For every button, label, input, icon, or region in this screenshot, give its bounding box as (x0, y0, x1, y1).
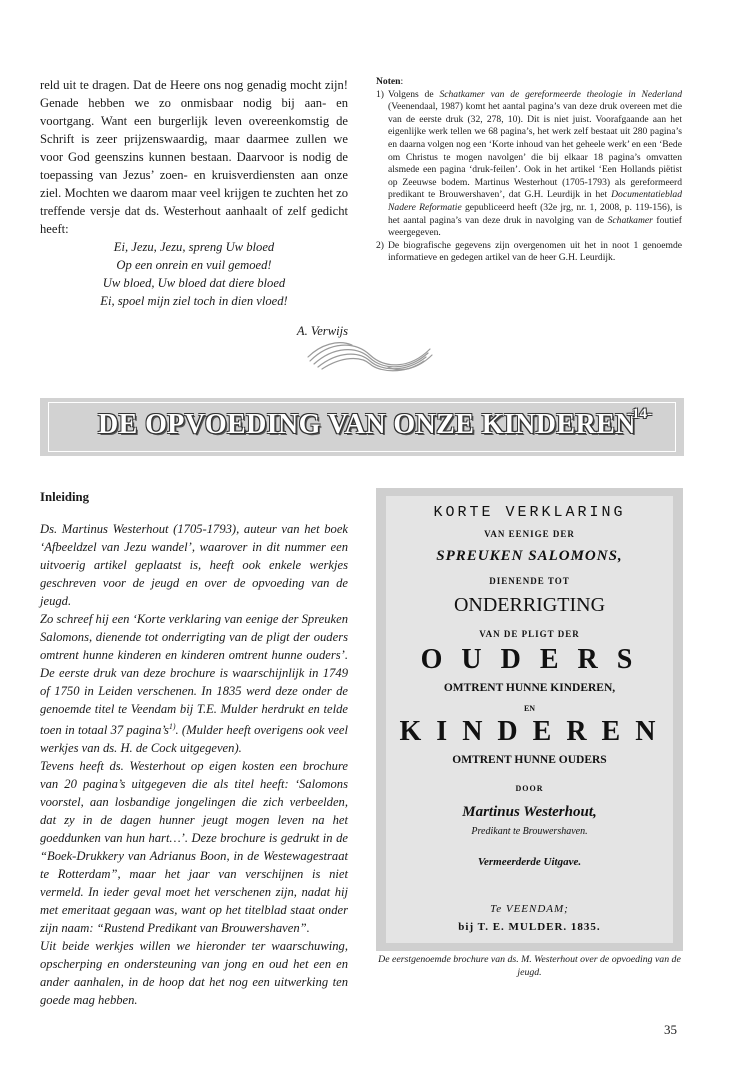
closing-paragraph: reld uit te dragen. Dat de Heere ons nog genadig mocht zijn! Genade hebben we zo onmisbaar nodig bij aan- en voortgang. Want een burgerlijk leven overeenkomstig de Schrift is zeer prijzenswaardig, maar daarmee zullen we voor God geenszins kunnen bestaan. Daarvoor is nodig de toepassing van Jezus’ zoen- en kruisverdiensten aan onze ziel. Mochten we daarom maar veel krijgen te zuchten het zo treffende versje dat ds. Westerhout aanhaalt of zelf gedicht heeft: (40, 78, 348, 236)
note-text-part: Volgens de (388, 88, 440, 100)
inleiding-paragraph-tail: . (Mulder heeft overigens ook veel werkjes van ds. H. de Cock uitgegeven). (40, 723, 349, 756)
poem-line: Op een onrein en vuil gemoed! (116, 258, 272, 272)
facsimile-line: DIENENDE TOT (489, 576, 570, 586)
note-1 (376, 89, 682, 240)
inleiding-heading: Inleiding (40, 490, 90, 504)
facsimile-caption: De eerstgenoemde brochure van ds. M. Westerhout over de opvoeding van de jeugd. (378, 954, 681, 978)
inleiding-paragraph (40, 610, 348, 757)
author-signature: A. Verwijs (296, 324, 348, 338)
inleiding-paragraph: Tevens heeft ds. Westerhout op eigen kosten een brochure van 20 pagina’s uitgegeven die als titel heeft: ‘Salomons voorstel, aan losbandige jongelingen die zich verbeelden, dat zy in de dagen hunner jeugt mogen leven na het goeddunken van hun hart…’. Deze brochure is gedrukt in de “Boek-Drukkery van Adrianus Boon, in de Westewagestraat te Rotterdam”, maar het jaar van verschijnen is niet vermeld. In ieder geval moet het verschenen zijn, nadat hij met emeritaat gegaan was, want op het titelblad staat onder zijn naam: “Rustend Predikant van Brouwershaven”. (40, 759, 348, 936)
poem (40, 238, 348, 310)
note-text-part: foutief weergegeven. (388, 214, 682, 239)
facsimile-line: bij T. E. MULDER. 1835. (458, 921, 601, 933)
notes-column: Noten: 1) Volgens de Schatkamer van de gereformeerde theologie in Nederland (Veenendaal, 1987) komt het aantal pagina’s van deze druk overeen met die van de eerste druk (32, 278, 10). Dit is niet juist. Voorafgaande aan het eigenlijke werk tellen we 68 pagina’s, het werk zelf bestaat uit 280 pagina’s en daarna volgen nog een ‘Korte inhoud van het geheele werk’ en een ‘Bede om Christus te mogen navolgen’ die bij elkaar 18 pagina’s omvatten alsmede een pagina ‘druk-feilen’. Ook in het artikel ‘Een Hollands piëtist op Zeeuwse bodem. Martinus Westerhout (1705-1793) als gereformeerd predikant te Brouwershaven’, dat G.H. Leurdijk in het Documentatieblad Nadere Reformatie gepubliceerd heeft (32e jrg, nr. 1, 2008, p. 119-156), is het aantal pagina’s van deze druk in navolging van de Schatkamer foutief weergegeven. 2) De biografische gegevens zijn overgenomen uit het in noot 1 genoemde informatieve en gedegen artikel van de heer G.H. Leurdijk. (376, 76, 683, 264)
facsimile-line: Martinus Westerhout, (462, 804, 597, 820)
facsimile-line: Vermeerderde Uitgave. (477, 856, 582, 868)
facsimile-line: ONDERRIGTING (453, 594, 606, 616)
note-text-part: gepubliceerd heeft (32e jrg, nr. 1, 2008, p. 119-156), is het aantal pagina’s van deze druk in navolging van de (388, 201, 682, 226)
facsimile-line: KORTE VERKLARING (433, 504, 626, 521)
facsimile-title-page (386, 496, 673, 943)
note-2 (376, 240, 682, 265)
note-number: 1) (376, 88, 384, 100)
poem-line: Uw bloed, Uw bloed dat diere bloed (102, 276, 286, 290)
inleiding-paragraph-text: Zo schreef hij een ‘Korte verklaring van eenige der Spreuken Salomons, dienende tot onderrigting van de pligt der ouders omtrent hunne kinderen en kinderen omtrent hunne ouders’. De eerste druk van deze brochure is waarschijnlijk in 1749 of 1750 in Leiden verschenen. In 1835 werd deze onder de genoemde titel te Veendam bij T.E. Mulder herdrukt en telde toen in totaal 37 pagina’s (40, 612, 348, 738)
flourish-ornament-icon (300, 333, 440, 379)
inleiding-paragraph: Ds. Martinus Westerhout (1705-1793), auteur van het boek ‘Afbeeldzel van Jezu wandel’, waarover in dit nummer een uitvoerig artikel geplaatst is, heeft ook enkele werkjes geschreven voor de jeugd en over de opvoeding van de jeugd. (40, 522, 348, 608)
facsimile-line: DOOR (515, 784, 544, 793)
facsimile-line: SPREUKEN SALOMONS, (436, 548, 623, 564)
page-number: 35 (664, 1022, 677, 1037)
top-left-column (40, 76, 348, 340)
facsimile-image (376, 488, 683, 951)
note-text-italic: Documentatieblad Nadere Reformatie (388, 189, 682, 213)
footnote-ref: 1) (168, 722, 176, 731)
facsimile-line: Predikant te Brouwershaven. (471, 826, 588, 837)
facsimile-line: O U D E R S (420, 644, 639, 675)
notes-title: Noten (376, 76, 401, 87)
poem-line: Ei, Jezu, Jezu, spreng Uw bloed (113, 240, 275, 254)
facsimile-line: VAN EENIGE DER (484, 529, 575, 539)
note-number: 2) (376, 239, 384, 251)
facsimile-line: VAN DE PLIGT DER (479, 629, 580, 639)
section-title: DE OPVOEDING VAN ONZE KINDEREN (98, 409, 636, 440)
section-number: -14- (627, 406, 652, 422)
note-text: De biografische gegevens zijn overgenomen uit het in noot 1 genoemde informatieve en gedegen artikel van de heer G.H. Leurdijk. (388, 239, 682, 264)
inleiding-column (40, 488, 348, 1009)
section-banner (40, 398, 684, 456)
facsimile-line: K I N D E R E N (399, 716, 660, 747)
facsimile-line: OMTRENT HUNNE KINDEREN, (443, 682, 616, 694)
note-text-italic: Schatkamer van de gereformeerde theologie in Nederland (439, 88, 683, 100)
poem-line: Ei, spoel mijn ziel toch in dien vloed! (100, 294, 288, 308)
note-text-italic: Schatkamer (607, 214, 653, 226)
facsimile-line: OMTRENT HUNNE OUDERS (452, 754, 607, 766)
inleiding-paragraph: Uit beide werkjes willen we hieronder ter waarschuwing, opscherping en ondersteuning van jong en oud het een en ander aanhalen, in de hoop dat het nog een uitwerking ten goede mag hebben. (40, 939, 348, 1008)
note-text (388, 89, 682, 240)
facsimile-line: EN (523, 704, 536, 713)
facsimile-line: Te VEENDAM; (490, 903, 569, 915)
note-text-part: (Veenendaal, 1987) komt het aantal pagina’s van deze druk overeen met die van de eerste druk (32, 278, 10). Dit is niet juist. Voorafgaande aan het eigenlijke werk tellen we 68 pagina’s, het werk zelf bestaat uit 280 pagina’s en daarna volgen nog een ‘Korte inhoud van het geheele werk’ en een ‘Bede om Christus te mogen navolgen’ die bij elkaar 18 pagina’s omvatten alsmede een pagina ‘druk-feilen’. Ook in het artikel ‘Een Hollands piëtist op Zeeuwse bodem. Martinus Westerhout (1705-1793) als gereformeerd predikant te Brouwershaven’, dat G.H. Leurdijk in het (388, 101, 682, 201)
